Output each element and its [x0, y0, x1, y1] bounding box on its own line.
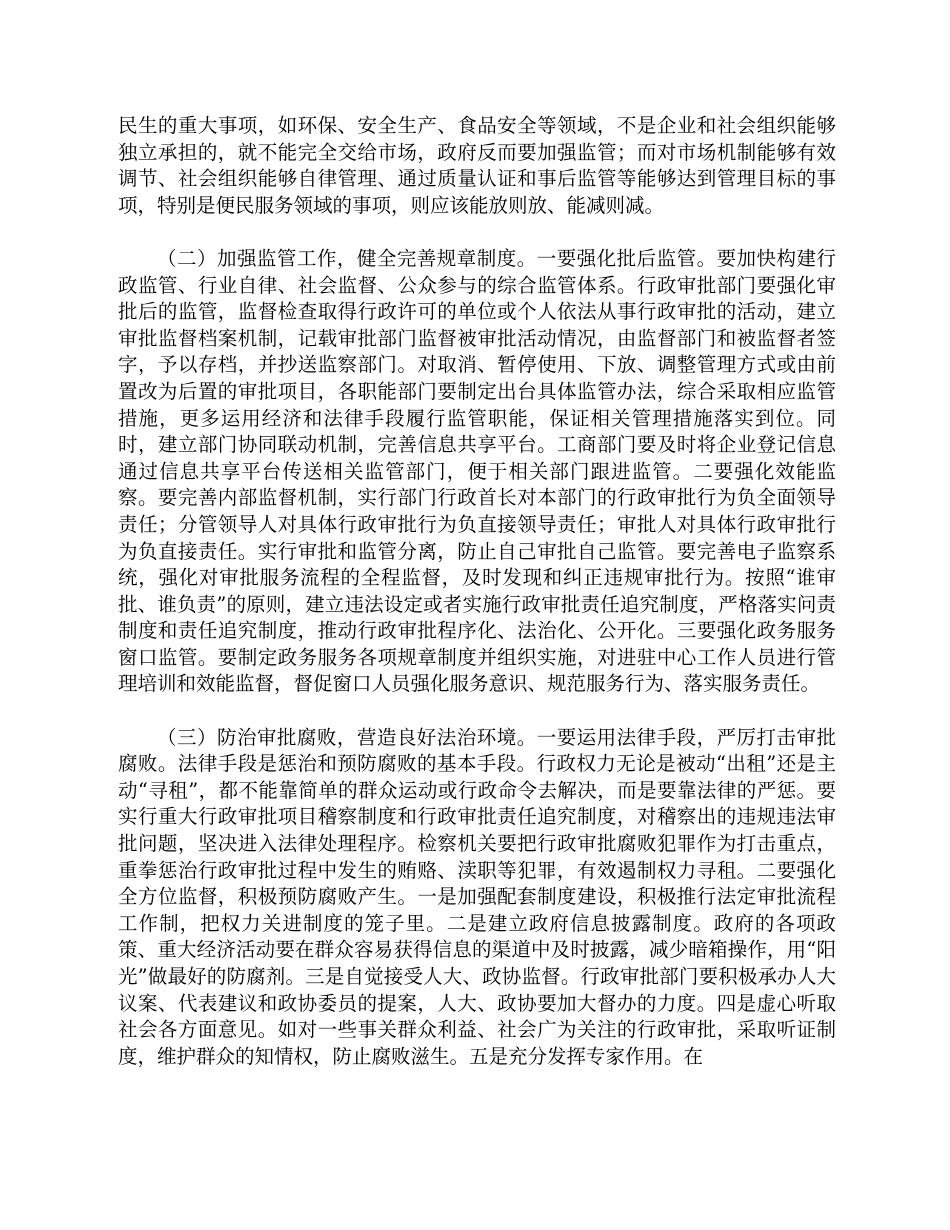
paragraph-continuation: 民生的重大事项，如环保、安全生产、食品安全等领域，不是企业和社会组织能够独立承担的，就不能完全交给市场，政府反而要加强监管；而对市场机制能够有效调节、社会组织能够自律管理、通过质量认证和事后监管等能够达到管理目标的事项，特别是便民服务领域的事项，则应该能放则放、能减则减。 — [118, 114, 836, 217]
paragraph-anticorruption: （三）防治审批腐败，营造良好法治环境。一要运用法律手段，严厉打击审批腐败。法律手段是惩治和预防腐败的基本手段。行政权力无论是被动“出租”还是主动“寻租”，都不能靠简单的群众运动或行政命令去解决，而是要靠法律的严惩。要实行重大行政审批项目稽察制度和行政审批责任追究制度，对稽察出的违规违法审批问题，坚决进入法律处理程序。检察机关要把行政审批腐败犯罪作为打击重点，重拳惩治行政审批过程中发生的贿赂、渎职等犯罪，有效遏制权力寻租。二要强化全方位监督，积极预防腐败产生。一是加强配套制度建设，积极推行法定审批流程工作制，把权力关进制度的笼子里。二是建立政府信息披露制度。政府的各项政策、重大经济活动要在群众容易获得信息的渠道中及时披露，减少暗箱操作，用“阳光”做最好的防腐剂。三是自觉接受人大、政协监督。行政审批部门要积极承办人大议案、代表建议和政协委员的提案，人大、政协要加大督办的力度。四是虚心听取社会各方面意见。如对一些事关群众利益、社会广为关注的行政审批，采取听证制度，维护群众的知情权，防止腐败滋生。五是充分发挥专家作用。在 — [118, 725, 836, 1068]
document-page — [118, 113, 836, 1070]
paragraph-supervision: （二）加强监管工作，健全完善规章制度。一要强化批后监管。要加快构建行政监管、行业自律、社会监督、公众参与的综合监管体系。行政审批部门要强化审批后的监管，监督检查取得行政许可的单位或个人依法从事行政审批的活动，建立审批监督档案机制，记载审批部门监督被审批活动情况，由监督部门和被监督者签字，予以存档，并抄送监察部门。对取消、暂停使用、下放、调整管理方式或由前置改为后置的审批项目，各职能部门要制定出台具体监管办法，综合采取相应监管措施，更多运用经济和法律手段履行监管职能，保证相关管理措施落实到位。同时，建立部门协同联动机制，完善信息共享平台。工商部门要及时将企业登记信息通过信息共享平台传送相关监管部门，便于相关部门跟进监管。二要强化效能监察。要完善内部监督机制，实行部门行政首长对本部门的行政审批行为负全面领导责任；分管领导人对具体行政审批行为负直接领导责任；审批人对具体行政审批行为负直接责任。实行审批和监管分离，防止自己审批自己监管。要完善电子监察系统，强化对审批服务流程的全程监督，及时发现和纠正违规审批行为。按照“谁审批、谁负责”的原则，建立违法设定或者实施行政审批责任追究制度，严格落实问责制度和责任追究制度，推动行政审批程序化、法治化、公开化。三要强化政务服务窗口监管。要制定政务服务各项规章制度并组织实施，对进驻中心工作人员进行管理培训和效能监督，督促窗口人员强化服务意识、规范服务行为、落实服务责任。 — [118, 246, 836, 696]
paragraph-gap — [118, 698, 836, 725]
paragraph-gap — [118, 219, 836, 246]
